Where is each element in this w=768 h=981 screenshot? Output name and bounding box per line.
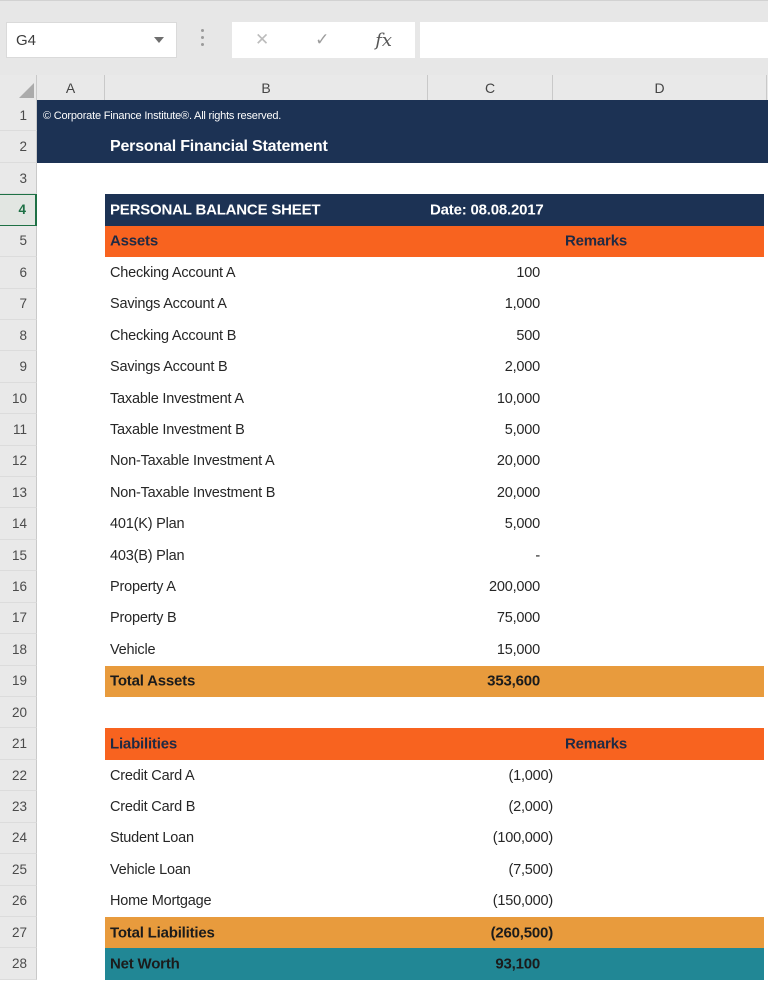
row-header-28[interactable]: 28 bbox=[0, 948, 37, 979]
sheet-row bbox=[0, 257, 768, 288]
remarks-label: Remarks bbox=[565, 232, 627, 250]
sheet-row bbox=[0, 760, 768, 791]
row-cells-25[interactable] bbox=[37, 854, 768, 885]
row-header-16[interactable]: 16 bbox=[0, 571, 37, 602]
sheet-grid bbox=[0, 100, 768, 980]
name-box-value: G4 bbox=[16, 31, 37, 49]
row-header-4[interactable]: 4 bbox=[0, 194, 37, 225]
row-cells-9[interactable] bbox=[37, 351, 768, 382]
row-cells-27[interactable] bbox=[37, 917, 768, 948]
item-label: Savings Account B bbox=[110, 359, 228, 376]
sheet-row bbox=[0, 131, 768, 162]
sheet-row bbox=[0, 697, 768, 728]
row-cells-11[interactable] bbox=[37, 414, 768, 445]
row-header-3[interactable]: 3 bbox=[0, 163, 37, 194]
row-cells-24[interactable] bbox=[37, 823, 768, 854]
row-cells-5[interactable] bbox=[37, 226, 768, 257]
item-value: 500 bbox=[516, 327, 540, 344]
item-label: Non-Taxable Investment B bbox=[110, 484, 276, 501]
item-label: Savings Account A bbox=[110, 296, 227, 313]
row-cells-1[interactable] bbox=[37, 100, 768, 131]
row-cells-13[interactable] bbox=[37, 477, 768, 508]
item-label: Taxable Investment B bbox=[110, 421, 245, 438]
item-label: Taxable Investment A bbox=[110, 390, 244, 407]
sheet-row bbox=[0, 603, 768, 634]
cancel-icon[interactable]: ✕ bbox=[254, 30, 270, 49]
row-header-25[interactable]: 25 bbox=[0, 854, 37, 885]
row-header-14[interactable]: 14 bbox=[0, 508, 37, 539]
row-cells-3[interactable] bbox=[37, 163, 768, 194]
total-value: 353,600 bbox=[487, 672, 540, 690]
row-header-8[interactable]: 8 bbox=[0, 320, 37, 351]
row-header-13[interactable]: 13 bbox=[0, 477, 37, 508]
row-cells-17[interactable] bbox=[37, 603, 768, 634]
item-value: (7,500) bbox=[508, 861, 553, 878]
sheet-row bbox=[0, 226, 768, 257]
sheet-row bbox=[0, 477, 768, 508]
column-header-c[interactable]: C bbox=[428, 75, 553, 100]
item-label: Credit Card B bbox=[110, 798, 196, 815]
formula-bar-drag-handle-icon bbox=[201, 29, 204, 46]
column-header-a[interactable]: A bbox=[37, 75, 105, 100]
total-value: (260,500) bbox=[490, 924, 553, 942]
row-cells-28[interactable] bbox=[37, 948, 768, 979]
sheet-row bbox=[0, 100, 768, 131]
row-cells-20[interactable] bbox=[37, 697, 768, 728]
name-box[interactable] bbox=[6, 22, 177, 58]
item-value: (2,000) bbox=[508, 798, 553, 815]
sheet-row bbox=[0, 414, 768, 445]
column-header-d[interactable]: D bbox=[553, 75, 767, 100]
item-value: 200,000 bbox=[488, 579, 540, 596]
enter-icon[interactable]: ✓ bbox=[315, 30, 330, 49]
row-header-23[interactable]: 23 bbox=[0, 791, 37, 822]
item-value: 20,000 bbox=[496, 484, 540, 501]
row-header-5[interactable]: 5 bbox=[0, 226, 37, 257]
row-cells-21[interactable] bbox=[37, 728, 768, 759]
row-cells-4[interactable] bbox=[37, 194, 768, 225]
row-cells-10[interactable] bbox=[37, 383, 768, 414]
section-label: Liabilities bbox=[110, 735, 177, 753]
row-cells-2[interactable] bbox=[37, 131, 768, 162]
balance-sheet-title: PERSONAL BALANCE SHEET bbox=[110, 201, 321, 219]
row-header-19[interactable]: 19 bbox=[0, 666, 37, 697]
item-value: (150,000) bbox=[492, 893, 553, 910]
item-label: Checking Account B bbox=[110, 327, 237, 344]
remarks-label: Remarks bbox=[565, 735, 627, 753]
row-header-17[interactable]: 17 bbox=[0, 603, 37, 634]
row-cells-26[interactable] bbox=[37, 886, 768, 917]
item-value: 2,000 bbox=[504, 359, 540, 376]
sheet-row bbox=[0, 163, 768, 194]
item-label: 401(K) Plan bbox=[110, 516, 185, 533]
item-value: 1,000 bbox=[504, 296, 540, 313]
sheet-row bbox=[0, 728, 768, 759]
formula-input[interactable] bbox=[420, 22, 768, 58]
row-header-12[interactable]: 12 bbox=[0, 446, 37, 477]
row-header-26[interactable]: 26 bbox=[0, 886, 37, 917]
sheet-row bbox=[0, 917, 768, 948]
row-cells-7[interactable] bbox=[37, 289, 768, 320]
formula-bar-row bbox=[0, 0, 768, 75]
item-value: 15,000 bbox=[496, 641, 540, 658]
formula-bar-buttons bbox=[232, 22, 415, 58]
copyright-text: © Corporate Finance Institute®. All rights reserved. bbox=[43, 109, 282, 122]
row-header-6[interactable]: 6 bbox=[0, 257, 37, 288]
sheet-row bbox=[0, 383, 768, 414]
row-cells-15[interactable] bbox=[37, 540, 768, 571]
section-label: Assets bbox=[110, 232, 158, 250]
sheet-row bbox=[0, 289, 768, 320]
networth-value: 93,100 bbox=[495, 955, 540, 973]
row-cells-18[interactable] bbox=[37, 634, 768, 665]
item-label: Property A bbox=[110, 579, 176, 596]
row-cells-8[interactable] bbox=[37, 320, 768, 351]
row-header-18[interactable]: 18 bbox=[0, 634, 37, 665]
item-label: Student Loan bbox=[110, 830, 194, 847]
row-header-21[interactable]: 21 bbox=[0, 728, 37, 759]
total-label: Total Liabilities bbox=[110, 924, 215, 942]
sheet-row bbox=[0, 446, 768, 477]
sheet-row bbox=[0, 823, 768, 854]
item-label: Checking Account A bbox=[110, 264, 236, 281]
item-value: (1,000) bbox=[508, 767, 553, 784]
statement-date: Date: 08.08.2017 bbox=[430, 201, 544, 219]
total-label: Total Assets bbox=[110, 672, 196, 690]
item-value: 20,000 bbox=[496, 453, 540, 470]
row-header-15[interactable]: 15 bbox=[0, 540, 37, 571]
sheet-row bbox=[0, 854, 768, 885]
item-value: 75,000 bbox=[496, 610, 540, 627]
column-header-b[interactable]: B bbox=[105, 75, 428, 100]
sheet-row bbox=[0, 351, 768, 382]
item-value: 5,000 bbox=[504, 516, 540, 533]
row-cells-16[interactable] bbox=[37, 571, 768, 602]
item-label: Property B bbox=[110, 610, 177, 627]
item-label: Non-Taxable Investment A bbox=[110, 453, 275, 470]
select-all-button[interactable] bbox=[0, 75, 37, 100]
item-label: 403(B) Plan bbox=[110, 547, 185, 564]
item-value: 10,000 bbox=[496, 390, 540, 407]
sheet-row bbox=[0, 634, 768, 665]
item-label: Home Mortgage bbox=[110, 893, 212, 910]
item-value: 5,000 bbox=[504, 421, 540, 438]
row-cells-23[interactable] bbox=[37, 791, 768, 822]
row-header-24[interactable]: 24 bbox=[0, 823, 37, 854]
row-cells-12[interactable] bbox=[37, 446, 768, 477]
networth-label: Net Worth bbox=[110, 955, 180, 973]
sheet-row bbox=[0, 886, 768, 917]
item-label: Vehicle bbox=[110, 641, 156, 658]
sheet-row bbox=[0, 194, 768, 225]
row-header-9[interactable]: 9 bbox=[0, 351, 37, 382]
row-cells-6[interactable] bbox=[37, 257, 768, 288]
row-header-2[interactable]: 2 bbox=[0, 131, 37, 162]
sheet-row bbox=[0, 948, 768, 979]
sheet-title: Personal Financial Statement bbox=[110, 138, 328, 156]
row-header-22[interactable]: 22 bbox=[0, 760, 37, 791]
sheet-row bbox=[0, 666, 768, 697]
sheet-row bbox=[0, 571, 768, 602]
row-header-20[interactable]: 20 bbox=[0, 697, 37, 728]
item-value: 100 bbox=[516, 264, 540, 281]
row-cells-14[interactable] bbox=[37, 508, 768, 539]
insert-function-icon[interactable]: fx bbox=[375, 29, 393, 51]
row-cells-19[interactable] bbox=[37, 666, 768, 697]
row-header-1[interactable]: 1 bbox=[0, 100, 37, 131]
sheet-row bbox=[0, 540, 768, 571]
row-header-10[interactable]: 10 bbox=[0, 383, 37, 414]
row-header-7[interactable]: 7 bbox=[0, 289, 37, 320]
column-headers bbox=[0, 75, 768, 100]
sheet-row bbox=[0, 508, 768, 539]
sheet-row bbox=[0, 791, 768, 822]
row-header-27[interactable]: 27 bbox=[0, 917, 37, 948]
item-value: - bbox=[535, 547, 540, 564]
name-box-dropdown-icon[interactable] bbox=[154, 37, 164, 43]
item-label: Vehicle Loan bbox=[110, 861, 191, 878]
row-cells-22[interactable] bbox=[37, 760, 768, 791]
item-label: Credit Card A bbox=[110, 767, 195, 784]
select-all-triangle-icon bbox=[19, 83, 34, 98]
sheet-row bbox=[0, 320, 768, 351]
item-value: (100,000) bbox=[492, 830, 553, 847]
row-header-11[interactable]: 11 bbox=[0, 414, 37, 445]
